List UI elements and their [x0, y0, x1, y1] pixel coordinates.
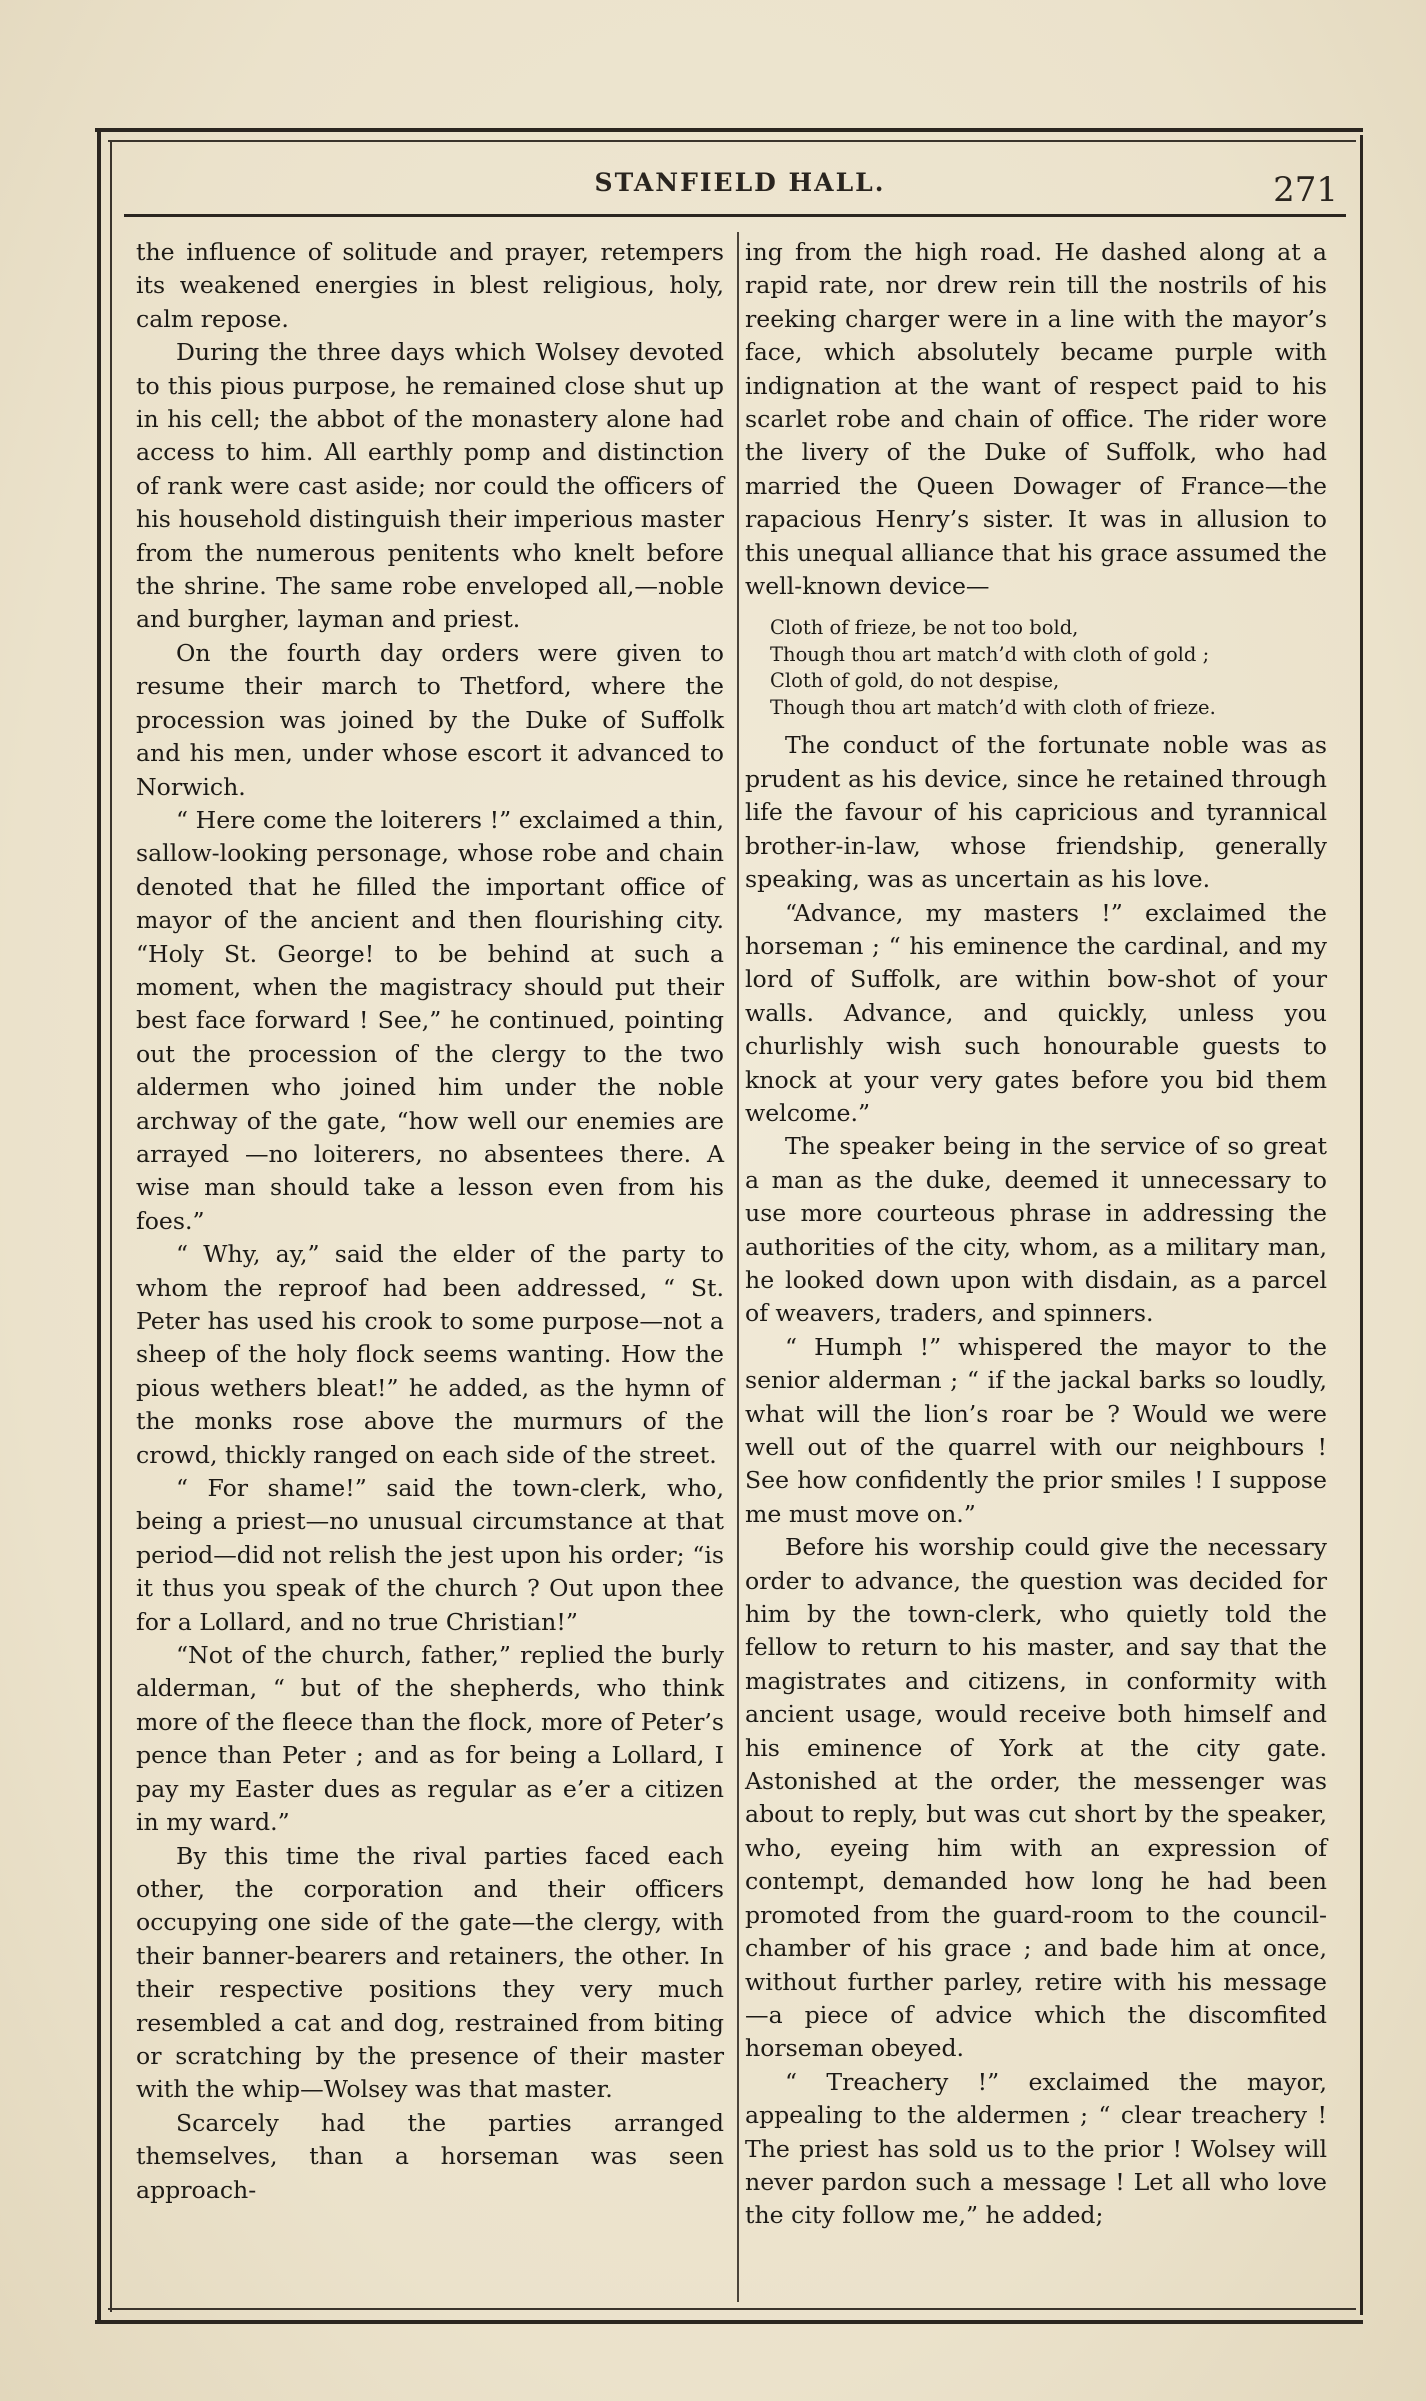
paragraph: “ For shame!” said the town-clerk, who, being a priest—no unusual circumstance at that period—did not relish the jest upon his order; “is it thus you speak of the church ? Out upon thee for a Lollard, and no true Christian!”: [136, 1474, 724, 1636]
frame-border-top: [95, 128, 1363, 132]
paragraph: “ Why, ay,” said the elder of the party to whom the reproof had been addressed, “ St. Peter has used his crook to some purpose—not a sheep of the holy flock seems wanting. How the pious wethers bleat!” he added, as the hymn of the monks rose above the murmurs of the crowd, thickly ranged on each side of the street.: [136, 1240, 724, 1469]
paragraph: Scarcely had the parties arranged themselves, than a horseman was seen approach-: [136, 2108, 724, 2204]
verse-line: Though thou art match’d with cloth of gold ;: [770, 642, 1210, 666]
running-header-title: STANFIELD HALL.: [594, 168, 886, 197]
paragraph: By this time the rival parties faced each other, the corporation and their officers occupying one side of the gate—the clergy, with their banner-bearers and retainers, the other. In their respective positions they very much resembled a cat and dog, restrained from biting or scratching by the presence of their master with the whip—Wolsey was that master.: [136, 1841, 724, 2104]
paragraph: “ Here come the loiterers !” exclaimed a thin, sallow-looking personage, whose robe and chain denoted that he filled the important office of mayor of the ancient and then flourishing city. “Holy St. George! to be behind at such a moment, when the magistracy should put their best face forward ! See,” he continued, pointing out the procession of the clergy to the two aldermen who joined him under the noble archway of the gate, “how well our enemies are arrayed —no loiterers, no absentees there. A wise man should take a lesson even from his foes.”: [136, 805, 724, 1235]
paragraph: The speaker being in the service of so great a man as the duke, deemed it unnecessary to use more courteous phrase in addressing the authorities of the city, whom, as a military man, he looked down upon with disdain, as a parcel of weavers, traders, and spinners.: [745, 1132, 1327, 1328]
paragraph: ing from the high road. He dashed along at a rapid rate, nor drew rein till the nostrils of his reeking charger were in a line with the mayor’s face, which absolutely became purple with indignation at the want of respect paid to his scarlet robe and chain of office. The rider wore the livery of the Duke of Suffolk, who had married the Queen Dowager of France—the rapacious Henry’s sister. It was in allusion to this unequal alliance that his grace assumed the well-known device—: [745, 238, 1327, 601]
verse-line: Cloth of gold, do not despise,: [770, 669, 1060, 693]
frame-border-left-inner: [110, 142, 112, 2312]
paragraph: “ Humph !” whispered the mayor to the senior alderman ; “ if the jackal barks so loudly, what will the lion’s roar be ? Would we were well out of the quarrel with our neighbours ! See how confidently the prior smiles ! I suppose me must move on.”: [745, 1332, 1327, 1528]
paragraph: the influence of solitude and prayer, retempers its weakened energies in blest religious, holy, calm repose.: [136, 238, 724, 333]
frame-border-bottom: [95, 2320, 1363, 2324]
verse-line: Though thou art match’d with cloth of frieze.: [770, 695, 1216, 719]
paragraph: “Advance, my masters !” exclaimed the horseman ; “ his eminence the cardinal, and my lord of Suffolk, are within bow-shot of your walls. Advance, and quickly, unless you churlishly wish such honourable guests to knock at your very gates before you bid them welcome.”: [745, 898, 1327, 1127]
page-number: 271: [1273, 170, 1338, 210]
frame-border-left: [97, 130, 101, 2320]
paragraph: Before his worship could give the necessary order to advance, the question was decided for him by the town-clerk, who quietly told the fellow to return to his master, and say that the magistrates and citizens, in conformity with ancient usage, would receive both himself and his eminence of York at the city gate. Astonished at the order, the messenger was about to reply, but was cut short by the speaker, who, eyeing him with an expression of contempt, demanded how long he had been promoted from the guard-room to the council-chamber of his grace ; and bade him at once, without further parley, retire with his message—a piece of advice which the discomfited horseman obeyed.: [745, 1533, 1327, 2063]
header-rule: [124, 214, 1346, 217]
paragraph: During the three days which Wolsey devoted to this pious purpose, he remained close shut up in his cell; the abbot of the monastery alone had access to him. All earthly pomp and distinction of rank were cast aside; nor could the officers of his household distinguish their imperious master from the numerous penitents who knelt before the shrine. The same robe enveloped all,—noble and burgher, layman and priest.: [136, 338, 724, 634]
right-column: [745, 236, 1327, 2233]
frame-border-bottom-inner: [108, 2308, 1356, 2310]
frame-border-top-inner: [108, 140, 1356, 142]
paragraph: On the fourth day orders were given to resume their march to Thetford, where the procession was joined by the Duke of Suffolk and his men, under whose escort it advanced to Norwich.: [136, 638, 724, 801]
paragraph: “Not of the church, father,” replied the burly alderman, “ but of the shepherds, who think more of the fleece than the flock, more of Peter’s pence than Peter ; and as for being a Lollard, I pay my Easter dues as regular as e’er a citizen in my ward.”: [136, 1641, 724, 1837]
frame-border-right: [1360, 135, 1363, 2315]
column-divider: [737, 232, 739, 2302]
verse-quotation: [770, 615, 1327, 721]
verse-line: Cloth of frieze, be not too bold,: [770, 616, 1079, 640]
paragraph: “ Treachery !” exclaimed the mayor, appealing to the aldermen ; “ clear treachery ! The priest has sold us to the prior ! Wolsey will never pardon such a message ! Let all who love the city follow me,” he added;: [745, 2067, 1327, 2230]
left-column: [136, 236, 724, 2207]
paragraph: The conduct of the fortunate noble was as prudent as his device, since he retained through life the favour of his capricious and tyrannical brother-in-law, whose friendship, generally speaking, was as uncertain as his love.: [745, 731, 1327, 894]
